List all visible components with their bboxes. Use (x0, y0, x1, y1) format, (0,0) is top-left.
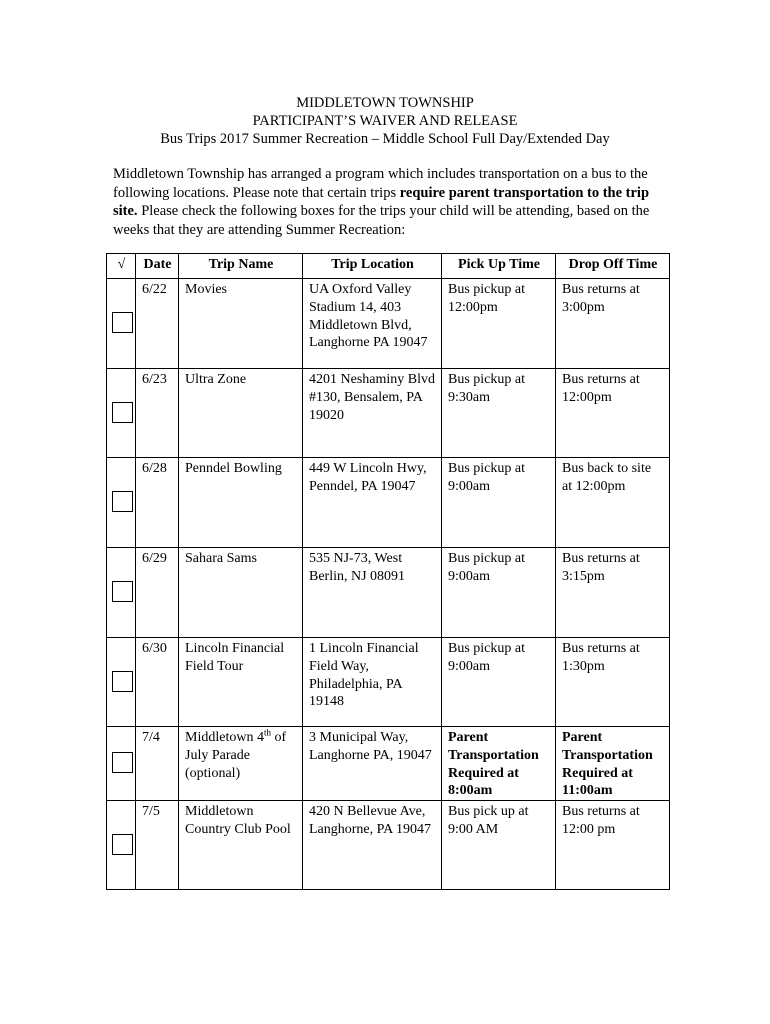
trip-location-cell: 1 Lincoln Financial Field Way, Philadelphia, PA 19148 (303, 638, 442, 727)
check-cell (107, 801, 136, 890)
drop-off-time-cell: Bus returns at 3:00pm (556, 279, 670, 369)
trip-name-text-rest: of July Parade (optional) (185, 730, 287, 781)
trip-checkbox[interactable] (112, 752, 133, 773)
trip-checkbox[interactable] (112, 402, 133, 423)
date-cell: 6/28 (136, 458, 179, 548)
column-header-pick-up-time: Pick Up Time (442, 254, 556, 279)
pick-up-time-cell: Bus pickup at 12:00pm (442, 279, 556, 369)
date-cell: 7/4 (136, 727, 179, 801)
column-header-trip-name: Trip Name (179, 254, 303, 279)
pick-up-time-cell: Parent Transportation Required at 8:00am (442, 727, 556, 801)
date-cell: 6/22 (136, 279, 179, 369)
date-cell: 6/29 (136, 548, 179, 638)
pick-up-time-cell: Bus pickup at 9:00am (442, 548, 556, 638)
trip-location-cell: 3 Municipal Way, Langhorne PA, 19047 (303, 727, 442, 801)
table-row (107, 727, 670, 801)
column-header-trip-location: Trip Location (303, 254, 442, 279)
trip-location-cell: 535 NJ-73, West Berlin, NJ 08091 (303, 548, 442, 638)
table-row (107, 801, 670, 890)
drop-off-time-cell: Bus returns at 1:30pm (556, 638, 670, 727)
trip-name-cell: Penndel Bowling (179, 458, 303, 548)
drop-off-time-cell: Bus returns at 3:15pm (556, 548, 670, 638)
intro-bold-text: require parent transportation to the trip site. (113, 184, 650, 219)
ordinal-suffix: th (263, 727, 271, 738)
trip-location-cell: 420 N Bellevue Ave, Langhorne, PA 19047 (303, 801, 442, 890)
intro-text-2: Please check the following boxes for the trips your child will be attending, based on the weeks that they are attending Summer Recreation: (113, 203, 650, 238)
check-cell (107, 548, 136, 638)
trip-checkbox[interactable] (112, 834, 133, 855)
date-cell: 6/30 (136, 638, 179, 727)
check-cell (107, 369, 136, 458)
drop-off-time-cell: Bus returns at 12:00pm (556, 369, 670, 458)
table-header-row (107, 254, 670, 279)
check-cell (107, 458, 136, 548)
pick-up-time-cell: Bus pickup at 9:00am (442, 638, 556, 727)
header-township: MIDDLETOWN TOWNSHIP (296, 95, 474, 111)
trip-name-cell: Movies (179, 279, 303, 369)
intro-text-1: Middletown Township has arranged a program which includes transportation on a bus to the following locations. Please note that certain trips (113, 166, 648, 201)
trip-name-text: Middletown 4 (185, 730, 264, 745)
intro-paragraph (113, 165, 658, 239)
column-header-check: √ (107, 254, 136, 279)
trip-location-cell: 449 W Lincoln Hwy, Penndel, PA 19047 (303, 458, 442, 548)
date-cell: 6/23 (136, 369, 179, 458)
header-waiver-title: PARTICIPANT’S WAIVER AND RELEASE (252, 113, 518, 129)
check-cell (107, 279, 136, 369)
trip-name-cell: Sahara Sams (179, 548, 303, 638)
trip-checkbox[interactable] (112, 312, 133, 333)
drop-off-time-cell: Bus back to site at 12:00pm (556, 458, 670, 548)
trip-name-cell: Ultra Zone (179, 369, 303, 458)
pick-up-time-cell: Bus pickup at 9:30am (442, 369, 556, 458)
check-cell (107, 638, 136, 727)
drop-off-time-cell: Bus returns at 12:00 pm (556, 801, 670, 890)
drop-off-time-cell: Parent Transportation Required at 11:00am (556, 727, 670, 801)
trip-name-cell: Lincoln Financial Field Tour (179, 638, 303, 727)
table-row (107, 638, 670, 727)
table-row (107, 369, 670, 458)
trip-name-cell (179, 727, 303, 801)
header-subtitle: Bus Trips 2017 Summer Recreation – Middle School Full Day/Extended Day (160, 131, 610, 147)
trips-table (106, 253, 670, 890)
column-header-date: Date (136, 254, 179, 279)
table-row (107, 279, 670, 369)
trip-name-cell: Middletown Country Club Pool (179, 801, 303, 890)
column-header-drop-off-time: Drop Off Time (556, 254, 670, 279)
trip-checkbox[interactable] (112, 581, 133, 602)
trip-checkbox[interactable] (112, 671, 133, 692)
check-cell (107, 727, 136, 801)
table-row (107, 458, 670, 548)
pick-up-time-cell: Bus pick up at 9:00 AM (442, 801, 556, 890)
pick-up-time-cell: Bus pickup at 9:00am (442, 458, 556, 548)
table-row (107, 548, 670, 638)
date-cell: 7/5 (136, 801, 179, 890)
trip-checkbox[interactable] (112, 491, 133, 512)
trip-location-cell: UA Oxford Valley Stadium 14, 403 Middletown Blvd, Langhorne PA 19047 (303, 279, 442, 369)
trip-location-cell: 4201 Neshaminy Blvd #130, Bensalem, PA 19020 (303, 369, 442, 458)
